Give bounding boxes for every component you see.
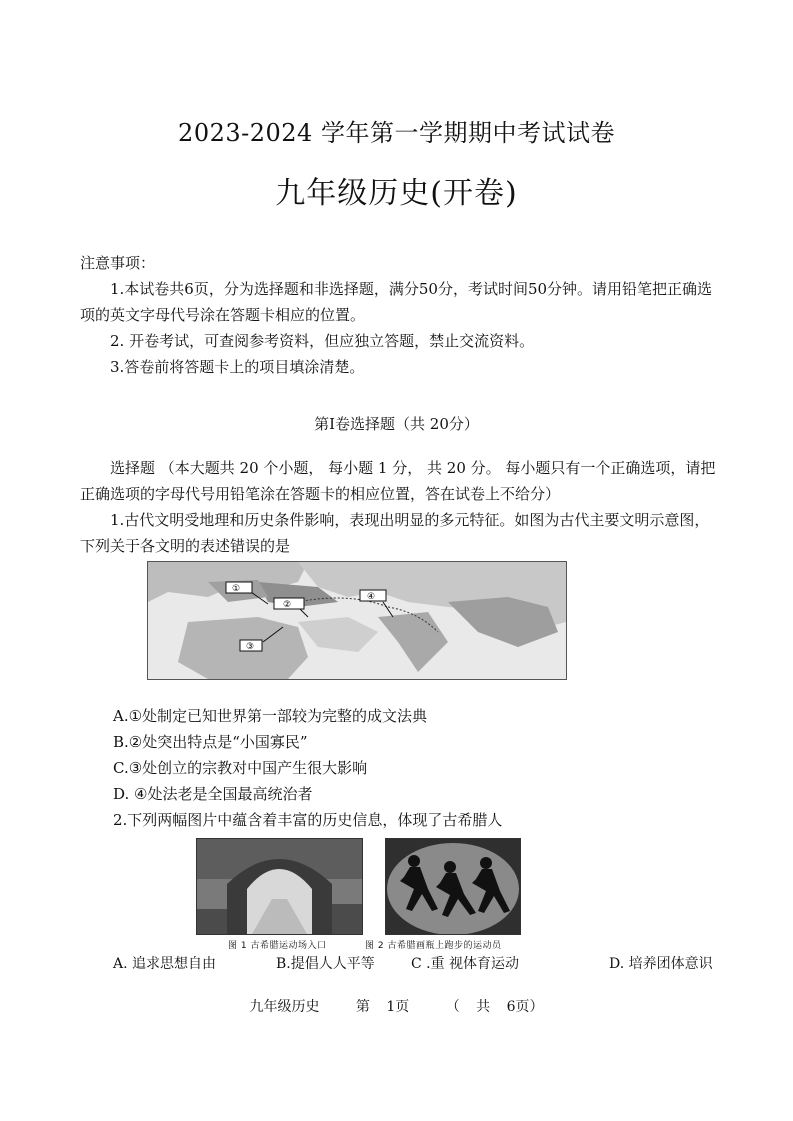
stadium-entrance-image bbox=[197, 839, 362, 934]
notice-item: 2. 开卷考试，可查阅参考资料，但应独立答题，禁止交流资料。 bbox=[110, 332, 535, 350]
section-instructions: 选择题 （本大题共 20 个小题， 每小题 1 分， 共 20 分。 每小题只有一个正确选项，请把正确选项的字母代号用铅笔涂在答题卡的相应位置，答在试卷上不给分） bbox=[80, 459, 716, 503]
map-marker-4: ④ bbox=[367, 592, 376, 602]
option-c: C.③处创立的宗教对中国产生很大影响 bbox=[113, 759, 368, 777]
page-footer bbox=[0, 996, 793, 1016]
notice-list bbox=[80, 276, 720, 380]
vase-runners-photo bbox=[385, 838, 521, 935]
question-2-stem: 2.下列两幅图片中蕴含着丰富的历史信息，体现了古希腊人 bbox=[113, 811, 503, 829]
option-d: D. ④处法老是全国最高统治者 bbox=[113, 785, 313, 803]
notice-heading: 注意事项： bbox=[80, 254, 156, 272]
stadium-entrance-photo bbox=[196, 838, 363, 935]
q2-option-d: D. 培养团体意识 bbox=[609, 956, 713, 972]
photo-caption-2: 图 2 古希腊画瓶上跑步的运动员 bbox=[365, 941, 502, 951]
map-marker-1: ① bbox=[232, 584, 241, 594]
photo-caption-1: 图 1 古希腊运动场入口 bbox=[228, 941, 327, 951]
vase-runners-image bbox=[386, 839, 520, 934]
question-1-stem: 1.古代文明受地理和历史条件影响，表现出明显的多元特征。如图为古代主要文明示意图，下列关于各文明的表述错误的是 bbox=[80, 511, 710, 555]
q2-option-b: B.提倡人人平等 bbox=[276, 956, 375, 972]
footer-page-number: 第 1页 bbox=[355, 999, 410, 1015]
option-a: A.①处制定已知世界第一部较为完整的成文法典 bbox=[113, 707, 428, 725]
q2-option-c: C .重 视体育运动 bbox=[411, 956, 520, 972]
footer-total-pages: （ 共 6页） bbox=[445, 999, 544, 1015]
exam-subtitle: 九年级历史(开卷) bbox=[275, 176, 518, 211]
footer-subject: 九年级历史 bbox=[249, 999, 320, 1015]
ancient-civilizations-map bbox=[147, 561, 567, 680]
question-1-options bbox=[113, 703, 427, 807]
notice-item: 1.本试卷共6页，分为选择题和非选择题，满分50分，考试时间50分钟。请用铅笔把正确选项的英文字母代号涂在答题卡相应的位置。 bbox=[80, 280, 713, 324]
map-marker-2: ② bbox=[283, 600, 292, 610]
map-marker-3: ③ bbox=[246, 642, 255, 652]
map-graphic bbox=[148, 562, 566, 679]
option-b: B.②处突出特点是“小国寡民” bbox=[113, 733, 308, 751]
section-title: 第Ⅰ卷选择题（共 20分） bbox=[314, 415, 479, 433]
notice-item: 3.答卷前将答题卡上的项目填涂清楚。 bbox=[110, 358, 365, 376]
exam-title: 2023-2024 学年第一学期期中考试试卷 bbox=[178, 119, 615, 147]
q2-option-a: A. 追求思想自由 bbox=[113, 956, 217, 972]
